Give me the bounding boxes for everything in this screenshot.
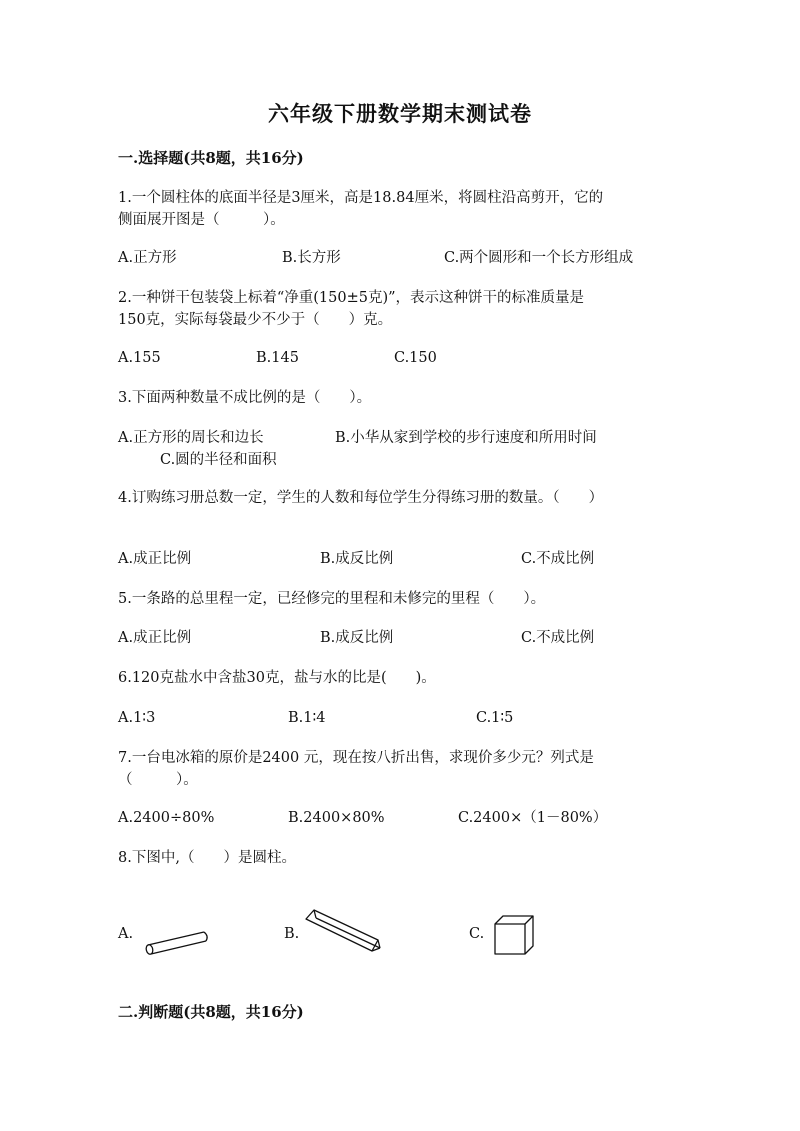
- question-7-line-2: （ ）。: [118, 772, 198, 788]
- question-4-option-c[interactable]: C.不成比例: [521, 551, 595, 567]
- question-6-option-c[interactable]: C.1∶5: [476, 710, 514, 726]
- question-4-option-b[interactable]: B.成反比例: [320, 551, 394, 567]
- question-3-line-1: 3.下面两种数量不成比例的是（ ）。: [118, 390, 372, 406]
- question-8-line-1: 8.下图中,（ ）是圆柱。: [118, 850, 296, 866]
- cube-figure: [493, 914, 535, 956]
- section-heading-choice: 一.选择题(共8题，共16分): [118, 149, 304, 167]
- question-2-option-a[interactable]: A.155: [118, 350, 161, 366]
- question-5-option-a[interactable]: A.成正比例: [118, 630, 192, 646]
- question-1-option-b[interactable]: B.长方形: [282, 250, 341, 266]
- question-2-option-c[interactable]: C.150: [394, 350, 437, 366]
- question-2-line-1: 2.一种饼干包装袋上标着“净重(150±5克)”，表示这种饼干的标准质量是: [118, 290, 585, 306]
- question-1-option-c[interactable]: C.两个圆形和一个长方形组成: [444, 250, 634, 266]
- question-6-line-1: 6.120克盐水中含盐30克，盐与水的比是( )。: [118, 670, 436, 686]
- prism-figure: [304, 906, 386, 956]
- question-5-option-b[interactable]: B.成反比例: [320, 630, 394, 646]
- question-8-option-c[interactable]: C.: [469, 926, 485, 942]
- question-2-line-2: 150克，实际每袋最少不少于（ ）克。: [118, 312, 393, 328]
- question-5-option-c[interactable]: C.不成比例: [521, 630, 595, 646]
- page-title: 六年级下册数学期末测试卷: [268, 101, 532, 126]
- question-8-option-b[interactable]: B.: [284, 926, 300, 942]
- question-2-option-b[interactable]: B.145: [256, 350, 299, 366]
- question-1-line-2: 侧面展开图是（ ）。: [118, 212, 285, 228]
- question-4-line-1: 4.订购练习册总数一定，学生的人数和每位学生分得练习册的数量。（ ）: [118, 490, 604, 506]
- question-4-option-a[interactable]: A.成正比例: [118, 551, 192, 567]
- question-5-line-1: 5.一条路的总里程一定，已经修完的里程和未修完的里程（ ）。: [118, 591, 546, 607]
- section-heading-judgment: 二.判断题(共8题，共16分): [118, 1003, 304, 1021]
- question-7-option-b[interactable]: B.2400×80%: [288, 810, 385, 826]
- cylinder-figure: [142, 928, 212, 958]
- question-1-line-1: 1.一个圆柱体的底面半径是3厘米，高是18.84厘米，将圆柱沿高剪开，它的: [118, 190, 604, 206]
- question-6-option-b[interactable]: B.1∶4: [288, 710, 326, 726]
- question-7-option-c[interactable]: C.2400×（1－80%）: [458, 810, 608, 826]
- question-8-option-a[interactable]: A.: [118, 926, 134, 942]
- question-3-option-b[interactable]: B.小华从家到学校的步行速度和所用时间: [335, 430, 597, 446]
- question-6-option-a[interactable]: A.1∶3: [118, 710, 156, 726]
- question-1-option-a[interactable]: A.正方形: [118, 250, 177, 266]
- question-3-option-c[interactable]: C.圆的半径和面积: [160, 452, 277, 468]
- question-7-option-a[interactable]: A.2400÷80%: [118, 810, 215, 826]
- question-3-option-a[interactable]: A.正方形的周长和边长: [118, 430, 264, 446]
- question-7-line-1: 7.一台电冰箱的原价是2400 元，现在按八折出售，求现价多少元？列式是: [118, 750, 594, 766]
